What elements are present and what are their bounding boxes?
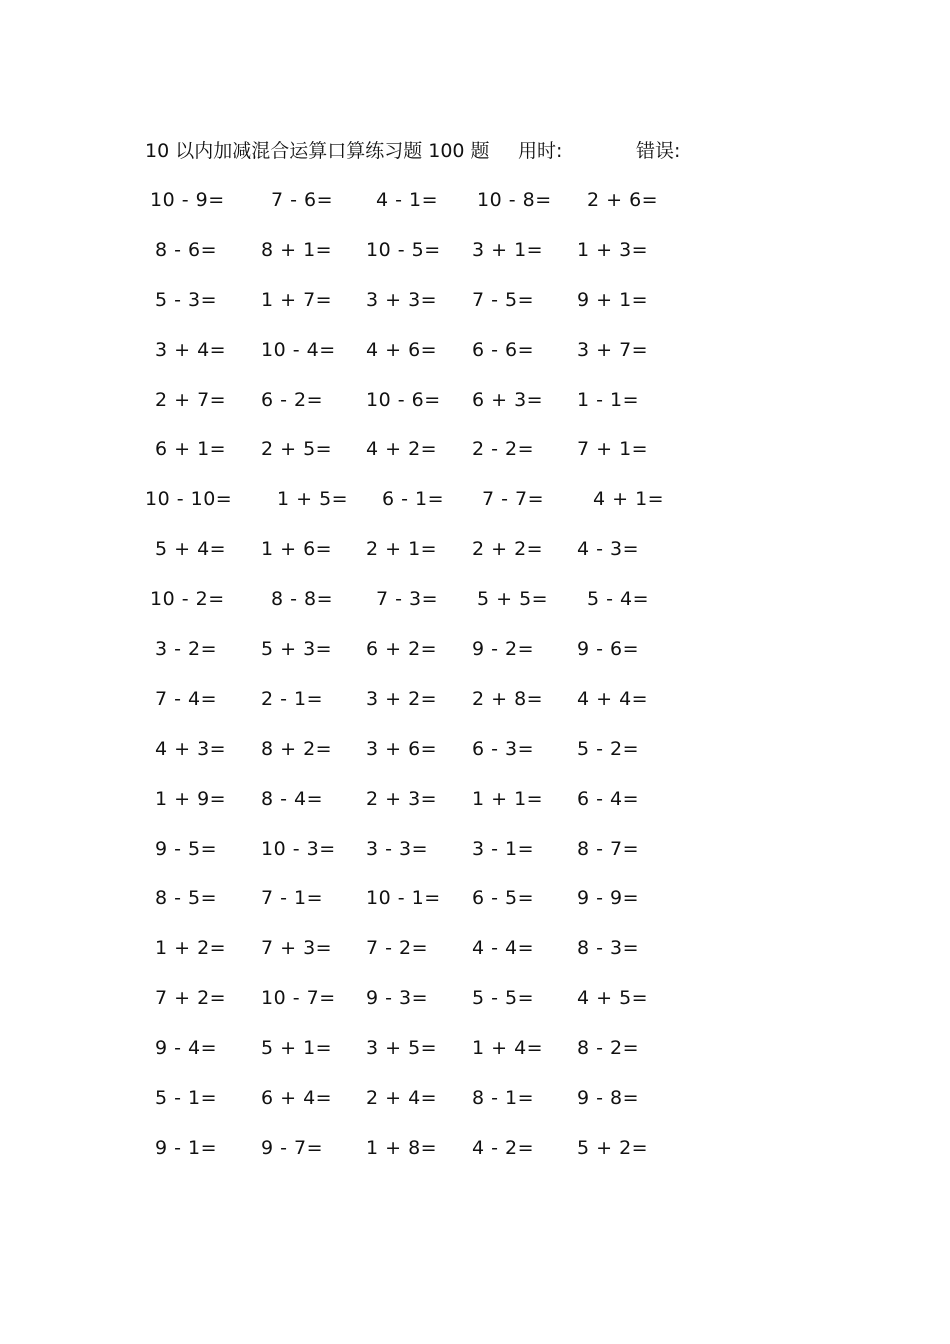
problem-item: 8 - 6= [155, 238, 218, 261]
problem-item: 4 + 1= [593, 488, 665, 511]
problem-item: 1 + 2= [155, 937, 227, 960]
problem-item: 8 - 3= [577, 937, 640, 960]
problem-item: 10 - 5= [366, 238, 441, 261]
problem-item: 7 - 2= [366, 937, 429, 960]
problem-item: 5 - 3= [155, 288, 218, 311]
problem-item: 4 - 2= [472, 1136, 535, 1159]
problem-item: 2 + 1= [366, 538, 438, 561]
problem-item: 6 - 4= [577, 787, 640, 810]
problem-item: 3 + 4= [155, 338, 227, 361]
problem-item: 9 - 2= [472, 638, 535, 661]
problem-item: 9 - 3= [366, 987, 429, 1010]
problem-item: 1 + 5= [277, 488, 349, 511]
problem-item: 3 + 5= [366, 1037, 438, 1060]
problem-item: 10 - 7= [261, 987, 336, 1010]
problem-item: 4 - 1= [376, 189, 439, 211]
problem-item: 10 - 1= [366, 887, 441, 910]
problem-item: 2 - 1= [261, 687, 324, 710]
problem-item: 3 - 2= [155, 638, 218, 661]
problem-item: 9 - 7= [261, 1136, 324, 1159]
problem-item: 5 + 1= [261, 1037, 333, 1060]
problem-item: 2 + 4= [366, 1087, 438, 1110]
problem-item: 9 - 4= [155, 1037, 218, 1060]
problem-item: 4 + 4= [577, 687, 649, 710]
problem-item: 3 + 2= [366, 687, 438, 710]
problem-item: 1 + 7= [261, 288, 333, 311]
problem-item: 8 + 1= [261, 238, 333, 261]
problem-item: 7 - 3= [376, 588, 439, 611]
problem-item: 1 + 8= [366, 1136, 438, 1159]
problem-item: 8 - 4= [261, 787, 324, 810]
problem-item: 5 - 4= [587, 588, 650, 611]
problem-item: 5 + 5= [477, 588, 549, 611]
problem-item: 10 - 6= [366, 388, 441, 411]
problem-item: 8 - 2= [577, 1037, 640, 1060]
problem-item: 10 - 4= [261, 338, 336, 361]
problem-item: 10 - 10= [145, 488, 233, 511]
problem-item: 9 - 6= [577, 638, 640, 661]
problem-item: 5 - 5= [472, 987, 535, 1010]
time-used-label: 用时: [518, 140, 563, 162]
problem-item: 3 + 3= [366, 288, 438, 311]
problem-item: 7 + 2= [155, 987, 227, 1010]
problem-item: 2 + 7= [155, 388, 227, 411]
problem-item: 1 + 1= [472, 787, 544, 810]
problem-item: 2 + 6= [587, 189, 659, 211]
problem-item: 3 + 1= [472, 238, 544, 261]
problem-item: 7 - 7= [482, 488, 545, 511]
problem-item: 9 + 1= [577, 288, 649, 311]
problem-item: 5 + 2= [577, 1136, 649, 1159]
problem-item: 6 - 6= [472, 338, 535, 361]
problem-item: 6 - 1= [382, 488, 445, 511]
problem-item: 9 - 5= [155, 837, 218, 860]
problem-item: 4 + 2= [366, 438, 438, 461]
worksheet-title: 10 以内加减混合运算口算练习题 100 题 [145, 140, 490, 162]
problem-item: 9 - 1= [155, 1136, 218, 1159]
problem-item: 7 - 1= [261, 887, 324, 910]
problem-item: 8 - 8= [271, 588, 334, 611]
problem-item: 10 - 2= [150, 588, 225, 611]
problem-item: 10 - 9= [150, 189, 225, 211]
problem-item: 4 + 6= [366, 338, 438, 361]
error-count-label: 错误: [636, 140, 681, 162]
problem-item: 5 + 4= [155, 538, 227, 561]
problem-item: 7 + 1= [577, 438, 649, 461]
problem-item: 6 - 5= [472, 887, 535, 910]
problem-item: 6 - 2= [261, 388, 324, 411]
problem-item: 1 + 9= [155, 787, 227, 810]
problem-item: 4 + 5= [577, 987, 649, 1010]
problem-item: 3 + 6= [366, 737, 438, 760]
problem-item: 8 - 1= [472, 1087, 535, 1110]
problem-item: 6 + 3= [472, 388, 544, 411]
problem-item: 10 - 3= [261, 837, 336, 860]
problem-item: 8 - 7= [577, 837, 640, 860]
problem-item: 4 - 3= [577, 538, 640, 561]
problem-item: 7 - 5= [472, 288, 535, 311]
problem-item: 7 - 6= [271, 189, 334, 211]
problem-item: 4 + 3= [155, 737, 227, 760]
problem-item: 2 + 3= [366, 787, 438, 810]
problem-item: 2 + 5= [261, 438, 333, 461]
problem-item: 3 - 3= [366, 837, 429, 860]
problem-item: 4 - 4= [472, 937, 535, 960]
problem-item: 8 - 5= [155, 887, 218, 910]
problem-item: 1 + 3= [577, 238, 649, 261]
problem-item: 5 - 2= [577, 737, 640, 760]
problem-item: 6 + 2= [366, 638, 438, 661]
problem-item: 2 - 2= [472, 438, 535, 461]
problem-item: 2 + 8= [472, 687, 544, 710]
problem-item: 5 - 1= [155, 1087, 218, 1110]
problem-item: 9 - 9= [577, 887, 640, 910]
problem-item: 1 - 1= [577, 388, 640, 411]
problem-item: 5 + 3= [261, 638, 333, 661]
problem-item: 3 + 7= [577, 338, 649, 361]
problem-item: 1 + 6= [261, 538, 333, 561]
problem-item: 3 - 1= [472, 837, 535, 860]
problem-item: 6 + 1= [155, 438, 227, 461]
problem-item: 1 + 4= [472, 1037, 544, 1060]
problem-item: 10 - 8= [477, 189, 552, 211]
problem-item: 2 + 2= [472, 538, 544, 561]
problem-item: 9 - 8= [577, 1087, 640, 1110]
problem-item: 7 + 3= [261, 937, 333, 960]
problem-item: 6 + 4= [261, 1087, 333, 1110]
problem-item: 6 - 3= [472, 737, 535, 760]
problem-item: 7 - 4= [155, 687, 218, 710]
problem-item: 8 + 2= [261, 737, 333, 760]
